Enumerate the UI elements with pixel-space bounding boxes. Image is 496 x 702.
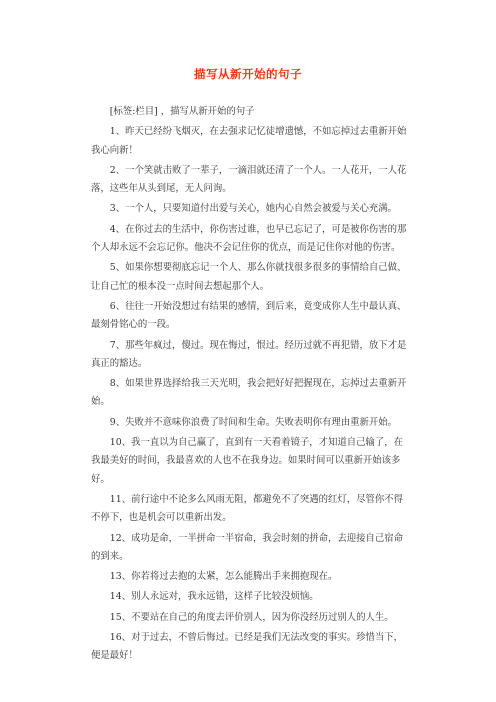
sentence-item: 4、在你过去的生活中，你伤害过谁，也早已忘记了，可是被你伤害的那个人却永远不会忘记你。他决不会记住你的优点，而是记住你对他的伤害。 [91,223,407,254]
sentence-item: 2、一个笑就击败了一辈子，一滴泪就还清了一个人。一人花开，一人花落，这些年从头到尾，无人问询。 [91,164,407,195]
sentence-item: 13、你若将过去抱的太紧，怎么能腾出手来拥抱现在。 [109,571,338,583]
intro-line: [标签:栏目] ，描写从新开始的句子 [109,106,255,117]
sentence-item: 9、失败并不意味你浪费了时间和生命。失败表明你有理由重新开始。 [109,416,398,428]
sentence-item: 6、往往一开始没想过有结果的感情，到后来，竟变成你人生中最认真、最刻骨铭心的一段。 [91,300,407,331]
article-body [91,103,407,666]
sentence-item: 3、一个人，只要知道付出爱与关心，她内心自然会被爱与关心充满。 [109,203,398,215]
sentence-item: 12、成功是命，一半拼命一半宿命，我会时刻的拼命，去迎接自己宿命的到来。 [91,532,403,562]
sentence-item: 10、我一直以为自己赢了，直到有一天看着镜子，才知道自己输了，在我最美好的时间，我最喜欢的人也不在我身边。如果时间可以重新开始该多好。 [91,437,403,485]
sentence-item: 1、昨天已经纷飞烟灭，在去强求记忆徒增遗憾，不如忘掉过去重新开始我心向新！ [91,126,407,156]
sentence-item: 16、对于过去，不曾后悔过。已经是我们无法改变的事实。珍惜当下，便是最好！ [91,632,403,662]
sentence-item: 7、那些年疯过，傻过。现在悔过，恨过。经历过就不再犯错，放下才是真正的豁达。 [91,339,407,369]
sentence-item: 11、前行途中不论多么风雨无阻，都避免不了突遇的红灯，尽管你不得不停下，也是机会可以重新出发。 [91,493,403,524]
sentence-item: 15、不要站在自己的角度去评价别人，因为你没经历过别人的人生。 [109,611,394,623]
sentence-item: 14、别人永远对，我永远错，这样子比较没烦恼。 [109,591,319,603]
sentence-item: 5、如果你想要彻底忘记一个人、那么你就找很多很多的事情给自己做、让自己忙的根本没一点时间去想起那个人。 [91,262,407,292]
sentence-item: 8、如果世界选择给我三天光明，我会把好好把握现在，忘掉过去重新开始。 [91,378,407,408]
page-title: 描写从新开始的句子 [194,67,302,81]
